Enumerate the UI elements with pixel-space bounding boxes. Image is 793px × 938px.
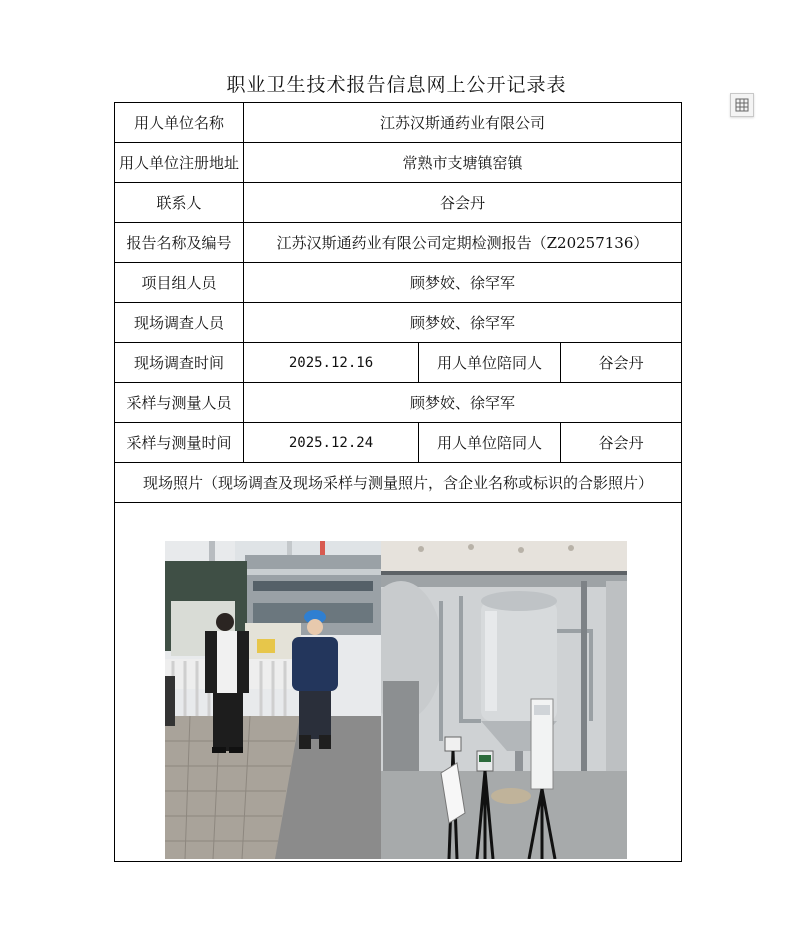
site-photo-group xyxy=(165,541,381,859)
employer-name-label: 用人单位名称 xyxy=(115,103,244,143)
report-name-value: 江苏汉斯通药业有限公司定期检测报告（Z20257136） xyxy=(244,223,682,263)
survey-time-value: 2025.12.16 xyxy=(244,343,419,383)
table-row xyxy=(115,143,682,183)
table-row xyxy=(115,503,682,862)
sampling-escort-value: 谷会丹 xyxy=(561,423,682,463)
sampling-escort-label: 用人单位陪同人 xyxy=(419,423,561,463)
table-row xyxy=(115,263,682,303)
page-title: 职业卫生技术报告信息网上公开记录表 xyxy=(226,74,567,96)
contact-value: 谷会丹 xyxy=(244,183,682,223)
table-row xyxy=(115,463,682,503)
sampling-staff-label: 采样与测量人员 xyxy=(115,383,244,423)
sampling-time-value: 2025.12.24 xyxy=(244,423,419,463)
survey-escort-value: 谷会丹 xyxy=(561,343,682,383)
employer-address-value: 常熟市支塘镇窑镇 xyxy=(244,143,682,183)
survey-staff-label: 现场调查人员 xyxy=(115,303,244,343)
sampling-time-label: 采样与测量时间 xyxy=(115,423,244,463)
sampling-staff-value: 顾梦姣、徐罕军 xyxy=(244,383,682,423)
table-row xyxy=(115,183,682,223)
photos-cell xyxy=(115,503,682,862)
employer-address-label: 用人单位注册地址 xyxy=(115,143,244,183)
report-name-label: 报告名称及编号 xyxy=(115,223,244,263)
project-team-label: 项目组人员 xyxy=(115,263,244,303)
survey-escort-label: 用人单位陪同人 xyxy=(419,343,561,383)
document-grid-icon[interactable] xyxy=(730,93,754,117)
table-row xyxy=(115,223,682,263)
survey-staff-value: 顾梦姣、徐罕军 xyxy=(244,303,682,343)
site-photos xyxy=(165,541,627,859)
table-row xyxy=(115,423,682,463)
table-row xyxy=(115,303,682,343)
employer-name-value: 江苏汉斯通药业有限公司 xyxy=(244,103,682,143)
site-photo-equipment xyxy=(381,541,627,859)
table-row xyxy=(115,103,682,143)
table-row xyxy=(115,343,682,383)
table-row xyxy=(115,383,682,423)
survey-time-label: 现场调查时间 xyxy=(115,343,244,383)
record-table xyxy=(114,102,682,862)
contact-label: 联系人 xyxy=(115,183,244,223)
project-team-value: 顾梦姣、徐罕军 xyxy=(244,263,682,303)
photos-header: 现场照片（现场调查及现场采样与测量照片，含企业名称或标识的合影照片） xyxy=(115,463,682,503)
